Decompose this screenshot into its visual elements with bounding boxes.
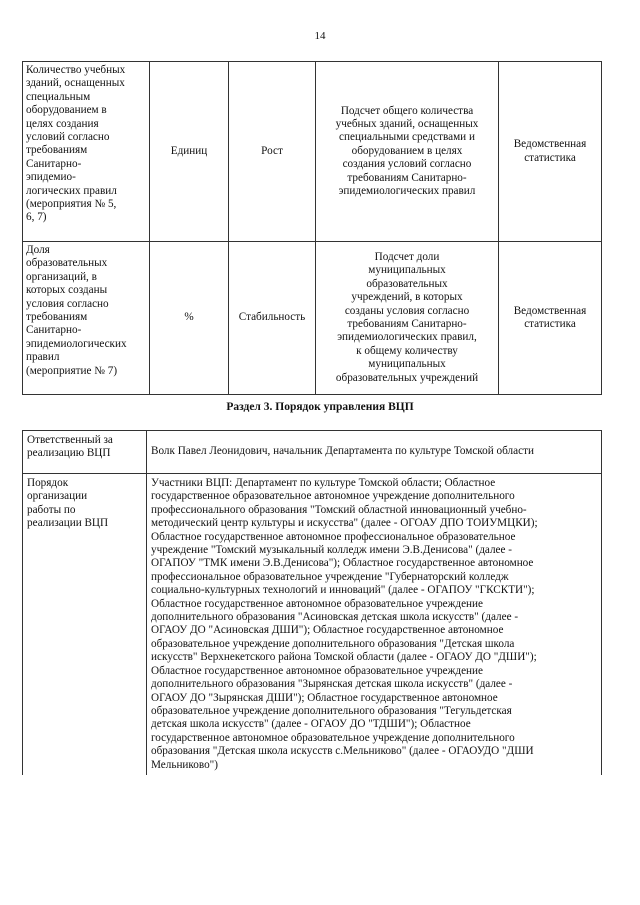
section-title: Раздел 3. Порядок управления ВЦП bbox=[226, 401, 414, 413]
indicator-name: Доля образовательных организаций, в которых созданы условия согласно требованиям Санитарно- эпидемиологических правил (мероприятие № 7) bbox=[23, 242, 150, 395]
indicator-method: Подсчет доли муниципальных образовательных учреждений, в которых созданы условия согласно требованиям Санитарно- эпидемиологических правил, к общему количеству муниципальных образовательных учреждений bbox=[316, 242, 499, 395]
row-value-responsible: Волк Павел Леонидович, начальник Департамента по культуре Томской области bbox=[147, 431, 602, 474]
indicators-table bbox=[22, 61, 602, 395]
indicator-source: Ведомственная статистика bbox=[499, 242, 602, 395]
indicator-source: Ведомственная статистика bbox=[499, 62, 602, 242]
table-row bbox=[23, 474, 602, 775]
management-table bbox=[22, 430, 602, 775]
table-row bbox=[23, 431, 602, 474]
row-value-procedure: Участники ВЦП: Департамент по культуре Томской области; Областное государственное образовательное автономное учреждение дополнительного профессионального образования "Томский областной инновационный учебно- методический центр культуры и искусства" (далее - ОГОАУ ДПО ТОИУМЦКИ); Областное государственное автономное профессиональное образовательное учреждение "Томский музыкальный колледж имени Э.В.Денисова" (далее - ОГАПОУ "ТМК имени Э.В.Денисова"); Областное государственное автономное профессиональное образовательное учреждение "Губернаторский колледж социально-культурных технологий и инноваций" (далее - ОГАПОУ "ГКСКТИ"); Областное государственное автономное образовательное учреждение дополнительного образования "Асиновская детская школа искусств" (далее - ОГАОУ ДО "Асиновская ДШИ"); Областное государственное автономное образовательное учреждение дополнительного образования "Детская школа искусств" Верхнекетского района Томской области (далее - ОГАОУ ДО "ДШИ"); Областное государственное автономное образовательное учреждение дополнительного образования "Зырянская детская школа искусств" (далее - ОГАОУ ДО "Зырянская ДШИ"); Областное государственное автономное образовательное учреждение дополнительного образования "Тегульдетская детская школа искусств" (далее - ОГАОУ ДО "ТДШИ"); Областное государственное автономное образовательное учреждение дополнительного образования "Детская школа искусств с.Мельниково" (далее - ОГАОУДО "ДШИ Мельниково") bbox=[147, 474, 602, 775]
table-row bbox=[23, 242, 602, 395]
page-number: 14 bbox=[314, 30, 326, 42]
indicator-unit: Единиц bbox=[150, 62, 229, 242]
table-row bbox=[23, 62, 602, 242]
indicator-method: Подсчет общего количества учебных зданий, оснащенных специальными средствами и оборудованием в целях создания условий согласно требованиям Санитарно- эпидемиологических правил bbox=[316, 62, 499, 242]
indicator-unit: % bbox=[150, 242, 229, 395]
indicator-trend: Рост bbox=[229, 62, 316, 242]
indicator-trend: Стабильность bbox=[229, 242, 316, 395]
row-label-responsible: Ответственный за реализацию ВЦП bbox=[23, 431, 147, 474]
row-label-procedure: Порядок организации работы по реализации ВЦП bbox=[23, 474, 147, 775]
indicator-name: Количество учебных зданий, оснащенных специальным оборудованием в целях создания условий согласно требованиям Санитарно- эпидемио- логических правил (мероприятия № 5, 6, 7) bbox=[23, 62, 150, 242]
